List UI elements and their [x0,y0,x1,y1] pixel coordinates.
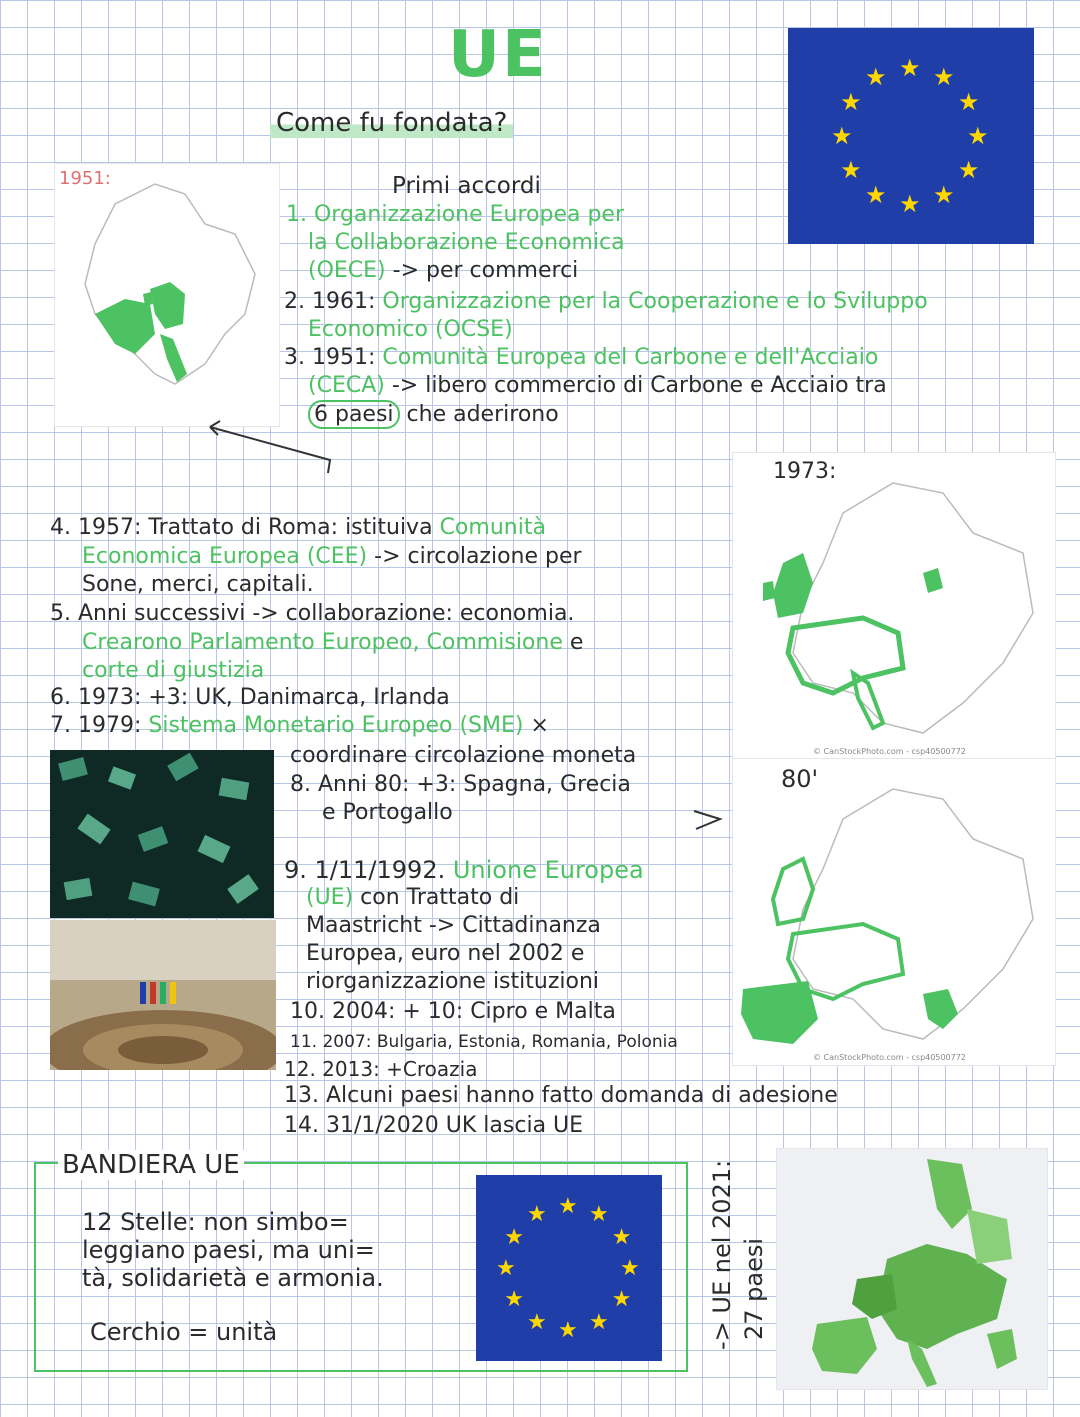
note-9b [306,884,519,912]
note-9c: Maastricht -> Cittadinanza [306,913,601,938]
star-icon: ★ [611,1287,632,1312]
note-9a-green: Unione Europea [452,856,644,884]
flag-text-1: 12 Stelle: non simbo= [82,1208,349,1236]
star-icon: ★ [504,1225,525,1250]
note-5c: corte di giustizia [82,658,265,683]
note-3b-green: (CECA) [308,373,385,398]
note-7 [50,712,549,740]
star-icon: ★ [899,190,921,218]
star-icon: ★ [589,1309,609,1335]
star-icon: ★ [831,122,853,150]
star-icon: ★ [933,63,955,92]
note-9a [284,856,644,884]
map-2021 [776,1148,1048,1390]
note-7-green: Sistema Monetario Europeo (SME) [148,713,524,738]
flag-text-3: tà, solidarietà e armonia. [82,1264,384,1292]
note-1c [308,257,578,285]
note-9d: Europea, euro nel 2002 e [306,941,585,966]
eu-flag-bottom [476,1175,662,1361]
note-5a: 5. Anni successivi -> collaborazione: economia. [50,601,575,626]
star-icon: ★ [527,1309,547,1335]
europe-map-icon [733,759,1055,1065]
star-icon: ★ [957,156,980,184]
side-note-line1: -> UE nel 2021: [708,1159,736,1350]
note-4a-prefix: 4. 1957: Trattato di Roma: istituiva [50,515,433,540]
note-9b-green: (UE) [306,885,354,910]
note-3c-boxed: 6 paesi [308,400,400,429]
note-2b: Economico (OCSE) [308,317,513,342]
note-1c-green: (OECE) [308,258,386,283]
note-7b: coordinare circolazione moneta [290,743,637,768]
note-3a-green: Comunità Europea del Carbone e dell'Acciaio [382,345,879,370]
star-icon: ★ [967,122,989,150]
star-icon: ★ [865,180,887,209]
flag-section-label: BANDIERA UE [58,1150,244,1180]
note-4a [50,514,546,542]
note-5b-green: Crearono Parlamento Europeo, Commisione [82,630,563,655]
note-5b-rest: e [569,630,584,655]
star-icon: ★ [589,1202,609,1228]
accordi-title: Primi accordi [392,173,541,199]
map-1973-credit: © CanStockPhoto.com - csp40500772 [813,747,966,756]
note-2a [284,288,928,316]
map-1951-label: 1951: [59,168,111,189]
map-80s-label: 80' [781,765,819,793]
note-3b [308,372,887,400]
europe-map-icon [733,453,1055,759]
map-1951 [54,163,280,427]
eu-flag-top [788,28,1034,244]
star-icon: ★ [496,1256,516,1281]
note-1c-rest: -> per commerci [392,258,579,283]
note-12: 12. 2013: +Croazia [284,1057,478,1081]
flag-text-4: Cerchio = unità [90,1318,278,1346]
star-icon: ★ [840,88,862,116]
star-icon: ★ [620,1256,640,1281]
note-8a: 8. Anni 80: +3: Spagna, Grecia [290,772,631,797]
note-13: 13. Alcuni paesi hanno fatto domanda di adesione [284,1083,838,1108]
note-4b-green: Economica Europea (CEE) [82,544,368,569]
europe-map-icon [55,164,279,426]
note-7-rest: × [530,713,549,738]
note-3a [284,344,878,372]
note-5b [82,629,583,657]
note-3a-prefix: 3. 1951: [284,345,376,370]
note-9a-prefix: 9. 1/11/1992. [284,856,446,884]
note-4b-rest: -> circolazione per [374,544,582,569]
assembly-icon [50,920,276,1070]
note-4a-green: Comunità [439,515,546,540]
note-10: 10. 2004: + 10: Cipro e Malta [290,999,616,1024]
banknotes-icon [50,750,274,918]
note-2a-green: Organizzazione per la Cooperazione e lo Sviluppo [382,289,928,314]
note-1b: la Collaborazione Economica [308,230,625,255]
parliament-photo [50,920,276,1070]
star-icon: ★ [558,1318,578,1343]
star-icon: ★ [558,1194,578,1219]
note-6: 6. 1973: +3: UK, Danimarca, Irlanda [50,685,450,710]
note-3c [308,401,559,429]
note-9e: riorganizzazione istituzioni [306,969,600,994]
star-icon: ★ [527,1202,547,1228]
money-photo [50,750,274,918]
star-icon: ★ [840,156,862,184]
star-icon: ★ [504,1287,525,1312]
note-7-prefix: 7. 1979: [50,713,142,738]
map-1973-label: 1973: [773,459,837,484]
flag-text-2: leggiano paesi, ma uni= [82,1236,375,1264]
arrow-right-icon [690,805,730,835]
page-title: UE [448,18,548,92]
note-4c: Sone, merci, capitali. [82,572,314,597]
map-80s [732,758,1056,1066]
note-14: 14. 31/1/2020 UK lascia UE [284,1113,584,1138]
star-icon: ★ [899,54,921,82]
note-4b [82,543,582,571]
note-2a-prefix: 2. 1961: [284,289,376,314]
europe-map-icon [777,1149,1047,1389]
star-icon: ★ [611,1225,632,1250]
star-icon: ★ [865,63,887,92]
note-8b: e Portogallo [322,800,453,825]
note-3b-rest: -> libero commercio di Carbone e Acciaio tra [391,373,887,398]
map-1973 [732,452,1056,760]
note-3c-rest: che aderirono [406,402,559,427]
page-subtitle: Come fu fondata? [270,108,513,138]
map-80s-credit: © CanStockPhoto.com - csp40500772 [813,1053,966,1062]
star-icon: ★ [933,180,955,209]
note-11: 11. 2007: Bulgaria, Estonia, Romania, Polonia [290,1032,678,1052]
note-1a: 1. Organizzazione Europea per [286,202,625,227]
star-icon: ★ [957,88,980,116]
note-9b-rest: con Trattato di [360,885,520,910]
side-note-line2: 27 paesi [740,1237,768,1340]
